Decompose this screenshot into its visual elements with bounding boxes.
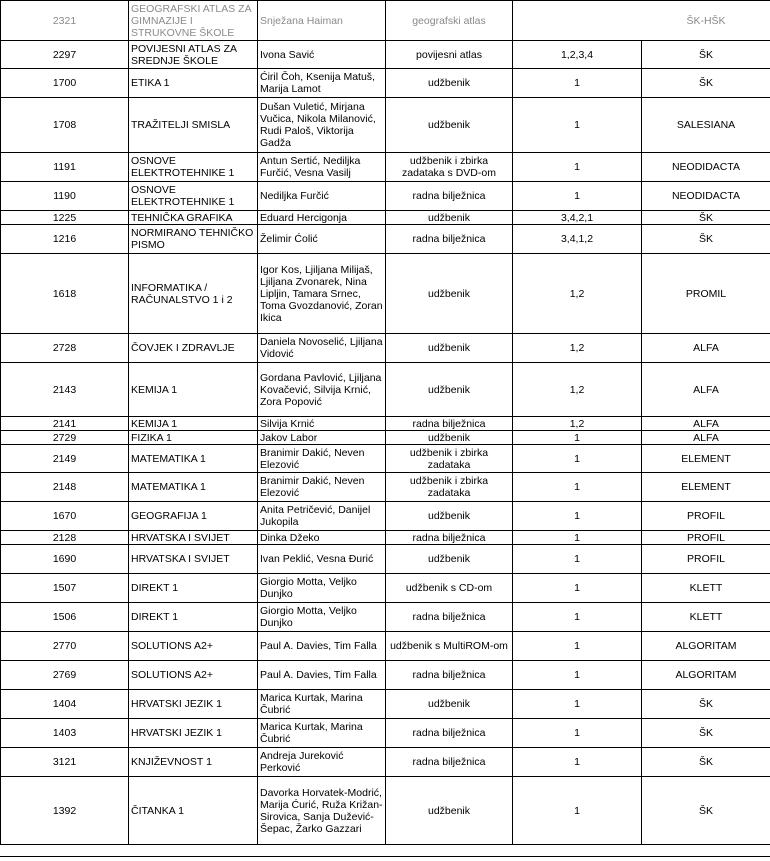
book-title-cell: NORMIRANO TEHNIČKO PISMO [129,225,258,254]
book-authors-cell: Igor Kos, Ljiljana Milijaš, Ljiljana Zvonarek, Nina Lipljin, Tamara Srnec, Toma Gvozdanović, Zoran Ikica [258,254,386,334]
table-row [1,334,770,363]
book-publisher-cell: ŠK [642,41,770,69]
book-type-cell: radna bilježnica [386,603,513,632]
book-type-cell: udžbenik [386,431,513,445]
book-publisher-cell: KLETT [642,603,770,632]
book-id-cell: 2728 [1,334,129,363]
book-publisher-cell: ALGORITAM [642,632,770,661]
table-row [1,431,770,445]
book-type-cell: udžbenik i zbirka zadataka [386,473,513,502]
book-authors-cell: Gordana Pavlović, Ljiljana Kovačević, Silvija Krnić, Zora Popović [258,363,386,417]
book-type-cell: radna bilježnica [386,225,513,254]
book-authors-cell: Jakov Labor [258,431,386,445]
book-title-cell: HRVATSKA I SVIJET [129,545,258,574]
book-title-cell: HRVATSKI JEZIK 1 [129,690,258,719]
book-id-cell: 1190 [1,182,129,211]
book-publisher-cell: ŠK [642,69,770,98]
book-publisher-cell: ELEMENT [642,445,770,473]
table-row [1,182,770,211]
book-type-cell: radna bilježnica [386,182,513,211]
book-publisher-cell: ŠK [642,211,770,225]
book-authors-cell: Andreja Jureković Perković [258,748,386,777]
book-grade-cell: 1 [513,545,642,574]
table-row [1,363,770,417]
book-title-cell: DIREKT 1 [129,603,258,632]
book-publisher-cell: ŠK [642,690,770,719]
book-publisher-cell: ŠK-HŠK [642,1,770,41]
book-type-cell: radna bilježnica [386,748,513,777]
book-grade-cell: 1 [513,690,642,719]
book-id-cell: 2148 [1,473,129,502]
book-grade-cell: 1 [513,502,642,531]
book-title-cell: OSNOVE ELEKTROTEHNIKE 1 [129,153,258,182]
book-publisher-cell: PROFIL [642,531,770,545]
book-grade-cell: 1 [513,531,642,545]
table-row [1,417,770,431]
table-row [1,1,770,41]
book-authors-cell: Paul A. Davies, Tim Falla [258,632,386,661]
book-grade-cell [513,1,642,41]
book-id-cell: 1690 [1,545,129,574]
book-id-cell: 2149 [1,445,129,473]
book-id-cell: 1700 [1,69,129,98]
book-type-cell: udžbenik [386,211,513,225]
book-title-cell: OSNOVE ELEKTROTEHNIKE 1 [129,182,258,211]
book-type-cell: povijesni atlas [386,41,513,69]
book-title-cell: GEOGRAFIJA 1 [129,502,258,531]
table-row [1,690,770,719]
book-title-cell: MATEMATIKA 1 [129,473,258,502]
book-publisher-cell: ŠK [642,748,770,777]
book-id-cell: 1403 [1,719,129,748]
book-publisher-cell: ALFA [642,417,770,431]
table-row [1,603,770,632]
book-grade-cell: 1 [513,661,642,690]
book-title-cell: ČOVJEK I ZDRAVLJE [129,334,258,363]
book-grade-cell: 1 [513,603,642,632]
book-publisher-cell: PROFIL [642,502,770,531]
book-id-cell: 2770 [1,632,129,661]
book-grade-cell: 1 [513,748,642,777]
book-grade-cell: 1,2 [513,417,642,431]
book-id-cell: 1507 [1,574,129,603]
book-authors-cell: Nedilјka Furčić [258,182,386,211]
book-id-cell: 2769 [1,661,129,690]
table-row [1,153,770,182]
book-authors-cell: Ivona Savić [258,41,386,69]
table-bottom-border [0,856,770,857]
book-type-cell: udžbenik [386,98,513,153]
book-id-cell: 2128 [1,531,129,545]
book-title-cell: GEOGRAFSKI ATLAS ZA GIMNAZIJE I STRUKOVNE ŠKOLE [129,1,258,41]
book-authors-cell: Marica Kurtak, Marina Čubrić [258,719,386,748]
book-publisher-cell: SALESIANA [642,98,770,153]
book-title-cell: MATEMATIKA 1 [129,445,258,473]
book-type-cell: radna bilježnica [386,661,513,690]
table-row [1,225,770,254]
book-grade-cell: 3,4,2,1 [513,211,642,225]
book-grade-cell: 3,4,1,2 [513,225,642,254]
book-grade-cell: 1,2,3,4 [513,41,642,69]
book-id-cell: 3121 [1,748,129,777]
table-row [1,502,770,531]
book-id-cell: 2143 [1,363,129,417]
book-publisher-cell: ŠK [642,719,770,748]
book-publisher-cell: PROMIL [642,254,770,334]
book-title-cell: HRVATSKA I SVIJET [129,531,258,545]
book-authors-cell: Ivan Peklić, Vesna Đurić [258,545,386,574]
book-authors-cell: Dušan Vuletić, Mirjana Vučica, Nikola Milanović, Rudi Paloš, Viktorija Gadža [258,98,386,153]
book-type-cell: udžbenik [386,334,513,363]
table-row [1,545,770,574]
book-type-cell: udžbenik s MultiROM-om [386,632,513,661]
book-authors-cell: Dinka Džeko [258,531,386,545]
book-authors-cell: Želimir Ćolić [258,225,386,254]
book-grade-cell: 1 [513,719,642,748]
table-row [1,661,770,690]
book-type-cell: radna bilježnica [386,417,513,431]
book-publisher-cell: ALFA [642,363,770,417]
book-title-cell: ETIKA 1 [129,69,258,98]
book-type-cell: udžbenik [386,777,513,845]
book-id-cell: 1225 [1,211,129,225]
table-row [1,211,770,225]
book-id-cell: 1618 [1,254,129,334]
table-row [1,69,770,98]
book-id-cell: 1392 [1,777,129,845]
book-authors-cell: Anita Petričević, Danijel Jukopila [258,502,386,531]
book-publisher-cell: ALGORITAM [642,661,770,690]
book-type-cell: geografski atlas [386,1,513,41]
book-publisher-cell: KLETT [642,574,770,603]
book-authors-cell: Giorgio Motta, Veljko Dunjko [258,603,386,632]
table-row [1,473,770,502]
table-row [1,531,770,545]
book-type-cell: udžbenik i zbirka zadataka s DVD-om [386,153,513,182]
book-grade-cell: 1 [513,574,642,603]
book-id-cell: 2729 [1,431,129,445]
book-id-cell: 1670 [1,502,129,531]
book-publisher-cell: NEODIDACTA [642,153,770,182]
book-authors-cell: Davorka Horvatek-Modrić, Marija Ćurić, Ruža Križan-Sirovica, Sanja Dužević-Šepac, Žarko Gazzari [258,777,386,845]
book-grade-cell: 1 [513,431,642,445]
book-grade-cell: 1 [513,98,642,153]
book-title-cell: KNJIŽEVNOST 1 [129,748,258,777]
book-type-cell: radna bilježnica [386,531,513,545]
book-title-cell: TEHNIČKA GRAFIKA [129,211,258,225]
book-grade-cell: 1 [513,632,642,661]
book-type-cell: udžbenik [386,690,513,719]
book-title-cell: ČITANKA 1 [129,777,258,845]
book-type-cell: udžbenik [386,545,513,574]
table-row [1,719,770,748]
book-title-cell: HRVATSKI JEZIK 1 [129,719,258,748]
book-authors-cell: Giorgio Motta, Veljko Dunjko [258,574,386,603]
book-grade-cell: 1 [513,182,642,211]
book-authors-cell: Marica Kurtak, Marina Čubrić [258,690,386,719]
book-id-cell: 1191 [1,153,129,182]
book-title-cell: FIZIKA 1 [129,431,258,445]
table-row [1,748,770,777]
book-authors-cell: Branimir Dakić, Neven Elezović [258,473,386,502]
book-grade-cell: 1 [513,777,642,845]
book-id-cell: 1404 [1,690,129,719]
book-publisher-cell: ŠK [642,777,770,845]
book-type-cell: udžbenik [386,502,513,531]
book-type-cell: udžbenik s CD-om [386,574,513,603]
table-row [1,777,770,845]
book-authors-cell: Antun Sertić, Nedilјka Furčić, Vesna Vasilj [258,153,386,182]
book-grade-cell: 1 [513,445,642,473]
book-publisher-cell: ALFA [642,431,770,445]
book-type-cell: radna bilježnica [386,719,513,748]
book-authors-cell: Ćiril Čoh, Ksenija Matuš, Marija Lamot [258,69,386,98]
book-authors-cell: Snježana Haiman [258,1,386,41]
book-authors-cell: Branimir Dakić, Neven Elezović [258,445,386,473]
book-publisher-cell: ŠK [642,225,770,254]
book-title-cell: TRAŽITELJI SMISLA [129,98,258,153]
book-publisher-cell: NEODIDACTA [642,182,770,211]
book-grade-cell: 1 [513,69,642,98]
book-title-cell: POVIJESNI ATLAS ZA SREDNJE ŠKOLE [129,41,258,69]
table-row [1,445,770,473]
book-title-cell: DIREKT 1 [129,574,258,603]
book-grade-cell: 1 [513,473,642,502]
book-type-cell: udžbenik [386,363,513,417]
book-authors-cell: Eduard Hercigonja [258,211,386,225]
book-publisher-cell: PROFIL [642,545,770,574]
table-row [1,254,770,334]
book-id-cell: 2297 [1,41,129,69]
book-grade-cell: 1,2 [513,363,642,417]
book-id-cell: 1506 [1,603,129,632]
book-authors-cell: Paul A. Davies, Tim Falla [258,661,386,690]
book-id-cell: 2141 [1,417,129,431]
book-title-cell: INFORMATIKA / RAČUNALSTVO 1 i 2 [129,254,258,334]
book-title-cell: KEMIJA 1 [129,363,258,417]
table-body [1,1,770,845]
table-row [1,98,770,153]
book-type-cell: udžbenik i zbirka zadataka [386,445,513,473]
book-grade-cell: 1,2 [513,334,642,363]
table-row [1,632,770,661]
book-title-cell: SOLUTIONS A2+ [129,661,258,690]
book-publisher-cell: ALFA [642,334,770,363]
book-type-cell: udžbenik [386,254,513,334]
book-authors-cell: Daniela Novoselić, Ljiljana Vidović [258,334,386,363]
book-id-cell: 1216 [1,225,129,254]
book-publisher-cell: ELEMENT [642,473,770,502]
book-title-cell: KEMIJA 1 [129,417,258,431]
book-grade-cell: 1,2 [513,254,642,334]
table-row [1,574,770,603]
table-row [1,41,770,69]
book-id-cell: 2321 [1,1,129,41]
book-authors-cell: Silvija Krnić [258,417,386,431]
book-grade-cell: 1 [513,153,642,182]
book-type-cell: udžbenik [386,69,513,98]
book-id-cell: 1708 [1,98,129,153]
book-title-cell: SOLUTIONS A2+ [129,632,258,661]
